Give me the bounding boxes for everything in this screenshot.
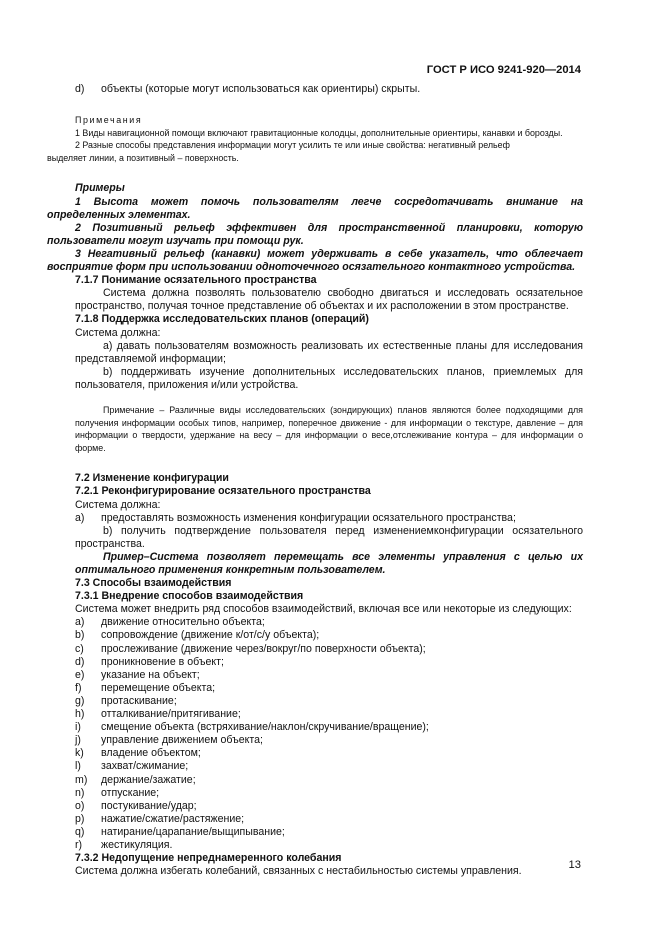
list-item <box>75 629 583 642</box>
section-732-heading: 7.3.2 Недопущение непреднамеренного колебания <box>75 852 342 865</box>
list-marker: o) <box>75 799 85 812</box>
list-text: держание/зажатие; <box>101 773 196 786</box>
list-marker: i) <box>75 721 81 734</box>
notes-title: Примечания <box>75 115 143 126</box>
section-717-text: Система должна позволять пользователю свободно двигаться и исследовать осязательное пространство, получая точное представление об объектах и их расположении в этом пространстве. <box>75 287 583 313</box>
list-item <box>75 760 583 773</box>
list-text: захват/сжимание; <box>101 760 189 773</box>
list-text: указание на объект; <box>101 668 200 681</box>
list-item <box>75 839 583 852</box>
list-marker: e) <box>75 668 85 681</box>
list-item <box>75 747 583 760</box>
note-2b: выделяет линии, а позитивный – поверхность. <box>47 152 239 163</box>
list-marker: j) <box>75 734 81 747</box>
section-731-heading: 7.3.1 Внедрение способов взаимодействия <box>75 590 304 603</box>
list-marker: k) <box>75 747 84 760</box>
section-732-text: Система должна избегать колебаний, связанных с нестабильностью системы управления. <box>75 865 522 878</box>
section-718-heading: 7.1.8 Поддержка исследовательских планов (операций) <box>75 313 369 326</box>
list-item <box>75 708 583 721</box>
list-marker: d) <box>75 655 85 668</box>
page-content <box>47 83 583 878</box>
section-721-lead: Система должна: <box>75 498 161 511</box>
list-item <box>75 669 583 682</box>
list-text: проникновение в объект; <box>101 655 224 668</box>
list-marker: l) <box>75 760 81 773</box>
list-marker: f) <box>75 681 82 694</box>
note-1: 1 Виды навигационной помощи включают гравитационные колодцы, дополнительные ориентиры, канавки и борозды. <box>75 127 563 138</box>
list-text: постукивание/удар; <box>101 799 197 812</box>
list-item <box>75 826 583 839</box>
interaction-methods-list <box>75 616 583 852</box>
list-text: перемещение объекта; <box>101 681 216 694</box>
list-text: движение относительно объекта; <box>101 616 265 629</box>
list-text: отпускание; <box>101 786 160 799</box>
list-item <box>75 774 583 787</box>
list-marker: h) <box>75 708 85 721</box>
list-text: жестикуляция. <box>101 838 173 851</box>
list-item <box>75 695 583 708</box>
list-text: прослеживание (движение через/вокруг/по поверхности объекта); <box>101 642 426 655</box>
list-marker: c) <box>75 642 84 655</box>
list-item <box>75 83 583 96</box>
list-marker: g) <box>75 694 85 707</box>
list-item <box>75 682 583 695</box>
list-marker: b) <box>103 365 113 378</box>
list-marker: a) <box>75 616 85 629</box>
examples-block <box>47 182 583 274</box>
list-item <box>75 340 583 366</box>
list-text: давать пользователям возможность реализовать их естественные планы для исследования представляемой информации; <box>75 339 583 365</box>
list-text: нажатие/сжатие/растяжение; <box>101 812 245 825</box>
section-721-heading: 7.2.1 Реконфигурирование осязательного пространства <box>75 485 371 498</box>
list-item <box>75 366 583 392</box>
list-item <box>75 813 583 826</box>
note-2a: 2 Разные способы представления информации могут усилить те или иные свойства: негативный рельеф <box>75 140 510 151</box>
list-text: протаскивание; <box>101 694 177 707</box>
notes-block <box>47 114 583 164</box>
list-text: владение объектом; <box>101 747 201 760</box>
section-718-note: Примечание – Различные виды исследовательских (зондирующих) планов являются более подходящими для получения информации особых типов, например, поперечное движение - для информации о текстуре, давление – для информации о твердости, удержание на весу – для информации о весе,отслеживание контура – для информации о форме. <box>75 404 583 453</box>
list-item <box>75 616 583 629</box>
list-marker: b) <box>75 629 85 642</box>
example-3: 3 Негативный рельеф (канавки) может удерживать в себе указатель, что облегчает восприятие форм при использовании одноточечного осязательного контактного устройства. <box>47 247 583 274</box>
section-72-heading: 7.2 Изменение конфигурации <box>75 472 229 485</box>
list-item <box>75 512 583 525</box>
section-721-example: Пример–Система позволяет перемещать все элементы управления с целью их оптимального применения конкретным пользователем. <box>75 550 583 576</box>
list-marker: p) <box>75 812 85 825</box>
list-item <box>75 643 583 656</box>
list-text: смещение объекта (встряхивание/наклон/скручивание/вращение); <box>101 721 429 734</box>
list-item <box>75 721 583 734</box>
example-2: 2 Позитивный рельеф эффективен для пространственной планировки, которую пользователи могут изучать при помощи рук. <box>47 221 583 247</box>
section-718-lead: Система должна: <box>75 326 161 339</box>
list-text: поддерживать изучение дополнительных исследовательских планов, приемлемых для пользователя, приложения и/или устройства. <box>75 365 583 391</box>
list-item <box>75 656 583 669</box>
standard-header: ГОСТ Р ИСО 9241-920—2014 <box>426 64 581 76</box>
list-item <box>75 525 583 551</box>
examples-title: Примеры <box>75 182 125 195</box>
list-marker: n) <box>75 786 85 799</box>
section-731-lead: Система может внедрить ряд способов взаимодействий, включая все или некоторые из следующих: <box>75 603 572 616</box>
list-marker: а) <box>75 511 85 524</box>
list-item <box>75 800 583 813</box>
list-marker: а) <box>103 339 113 352</box>
list-text: управление движением объекта; <box>101 734 263 747</box>
list-text: предоставлять возможность изменения конфигурации осязательного пространства; <box>101 511 516 524</box>
list-text: натирание/царапание/выщипывание; <box>101 825 285 838</box>
list-text: получить подтверждение пользователя перед изменениемконфигурации осязательного пространства. <box>75 524 583 550</box>
list-text: отталкивание/притягивание; <box>101 708 241 721</box>
page-number: 13 <box>568 859 581 871</box>
section-717-heading: 7.1.7 Понимание осязательного пространства <box>75 274 317 287</box>
section-73-heading: 7.3 Способы взаимодействия <box>75 577 232 590</box>
list-text: объекты (которые могут использоваться как ориентиры) скрыты. <box>101 83 421 95</box>
list-item <box>75 787 583 800</box>
list-text: сопровождение (движение к/от/с/у объекта); <box>101 629 320 642</box>
list-marker: b) <box>103 524 113 537</box>
list-marker: q) <box>75 825 85 838</box>
list-item <box>75 734 583 747</box>
list-marker: d) <box>75 83 85 95</box>
list-marker: m) <box>75 773 88 786</box>
list-marker: r) <box>75 838 83 851</box>
example-1: 1 Высота может помочь пользователям легче сосредотачивать внимание на определенных элементах. <box>47 195 583 221</box>
